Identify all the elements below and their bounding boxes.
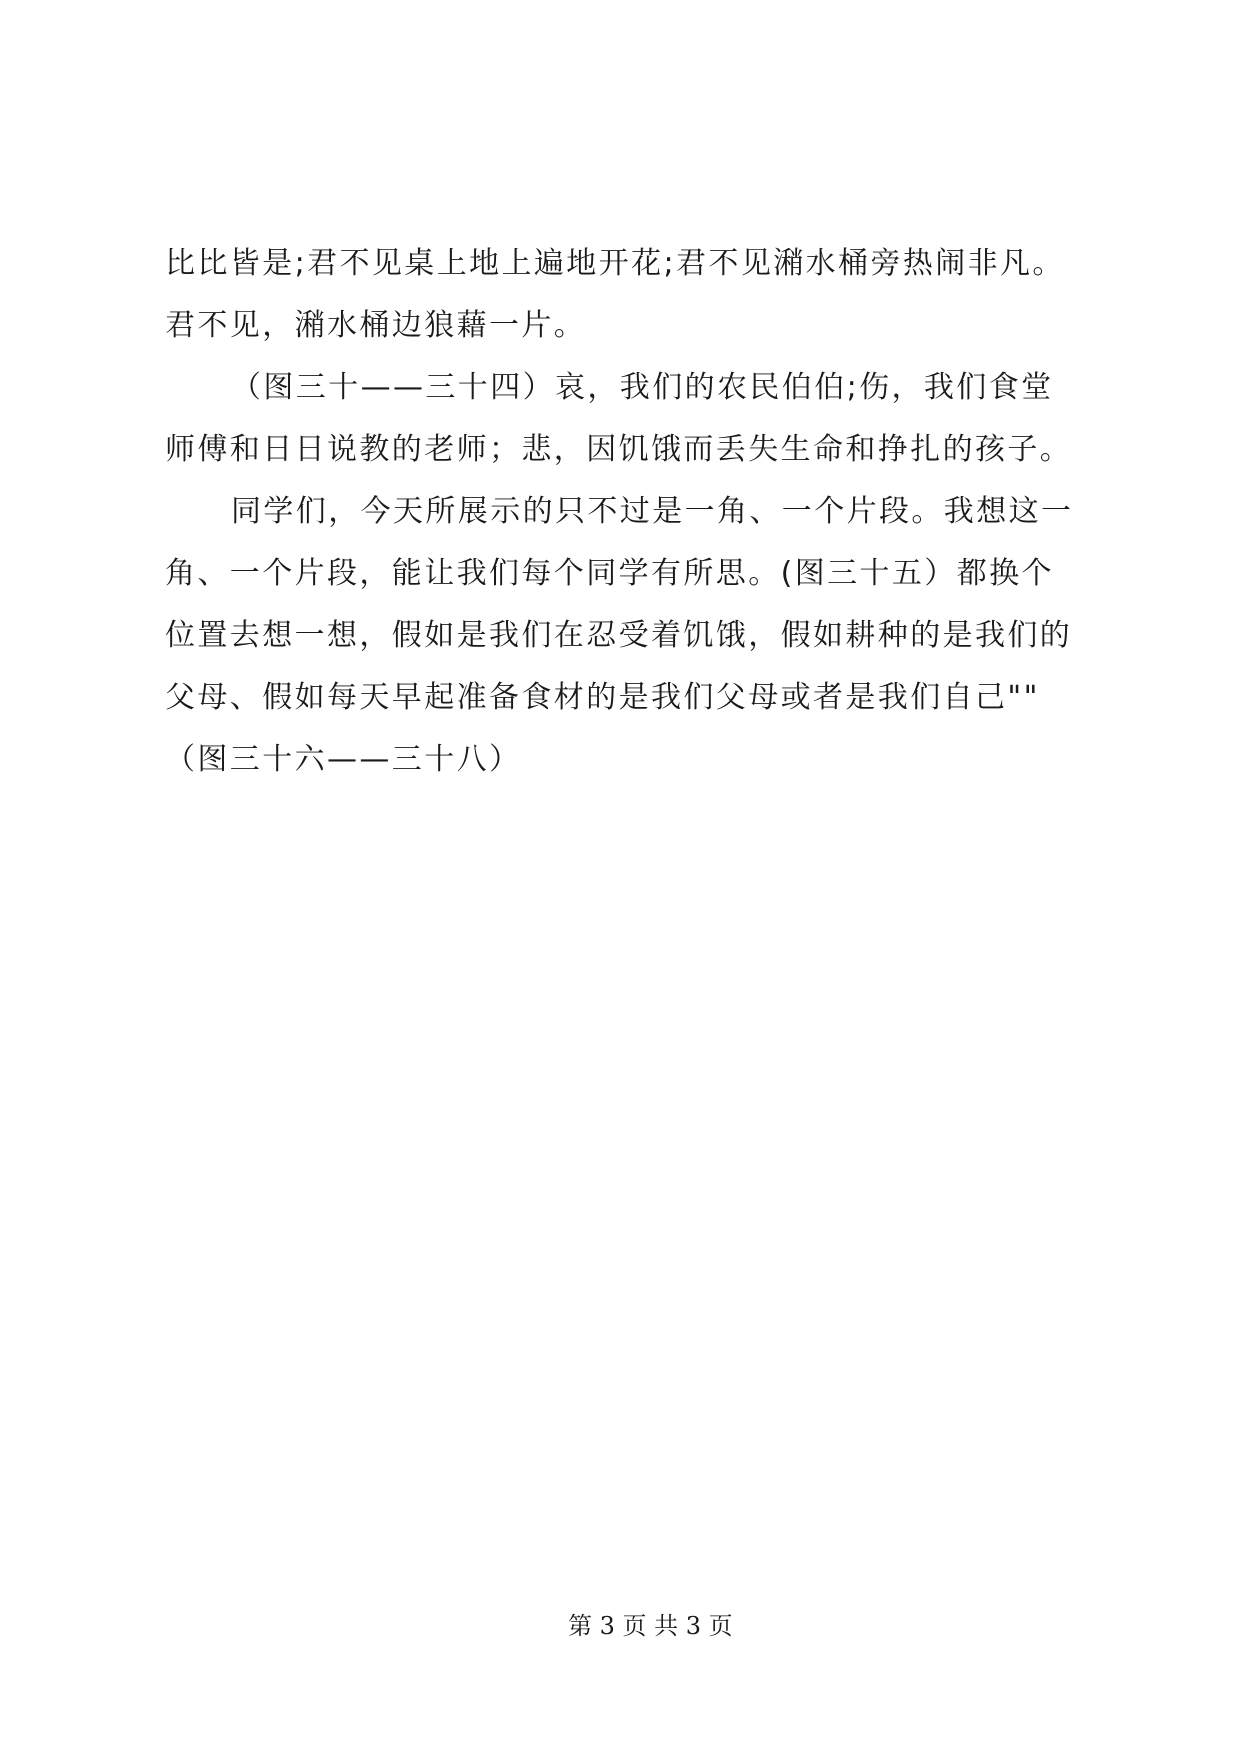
paragraph-line: 比比皆是;君不见桌上地上遍地开花;君不见潲水桶旁热闹非凡。 (165, 246, 1065, 281)
paragraph-line: 同学们，今天所展示的只不过是一角、一个片段。我想这一 (231, 494, 1074, 529)
paragraph-line: 师傅和日日说教的老师；悲，因饥饿而丢失生命和挣扎的孩子。 (165, 432, 1073, 467)
document-body (165, 233, 1085, 791)
paragraph-line: 角、一个片段，能让我们每个同学有所思。(图三十五）都换个 (165, 556, 1054, 591)
paragraph-line: 父母、假如每天早起准备食材的是我们父母或者是我们自己"" (165, 680, 1040, 715)
paragraph-line: 君不见，潲水桶边狼藉一片。 (165, 308, 587, 343)
page-number: 第 3 页 共 3 页 (568, 1612, 733, 1640)
paragraph-line: （图三十——三十四）哀，我们的农民伯伯;伤，我们食堂 (231, 370, 1054, 405)
paragraph-line: 位置去想一想，假如是我们在忍受着饥饿，假如耕种的是我们的 (165, 618, 1073, 653)
paragraph-line: （图三十六——三十八） (165, 742, 522, 777)
